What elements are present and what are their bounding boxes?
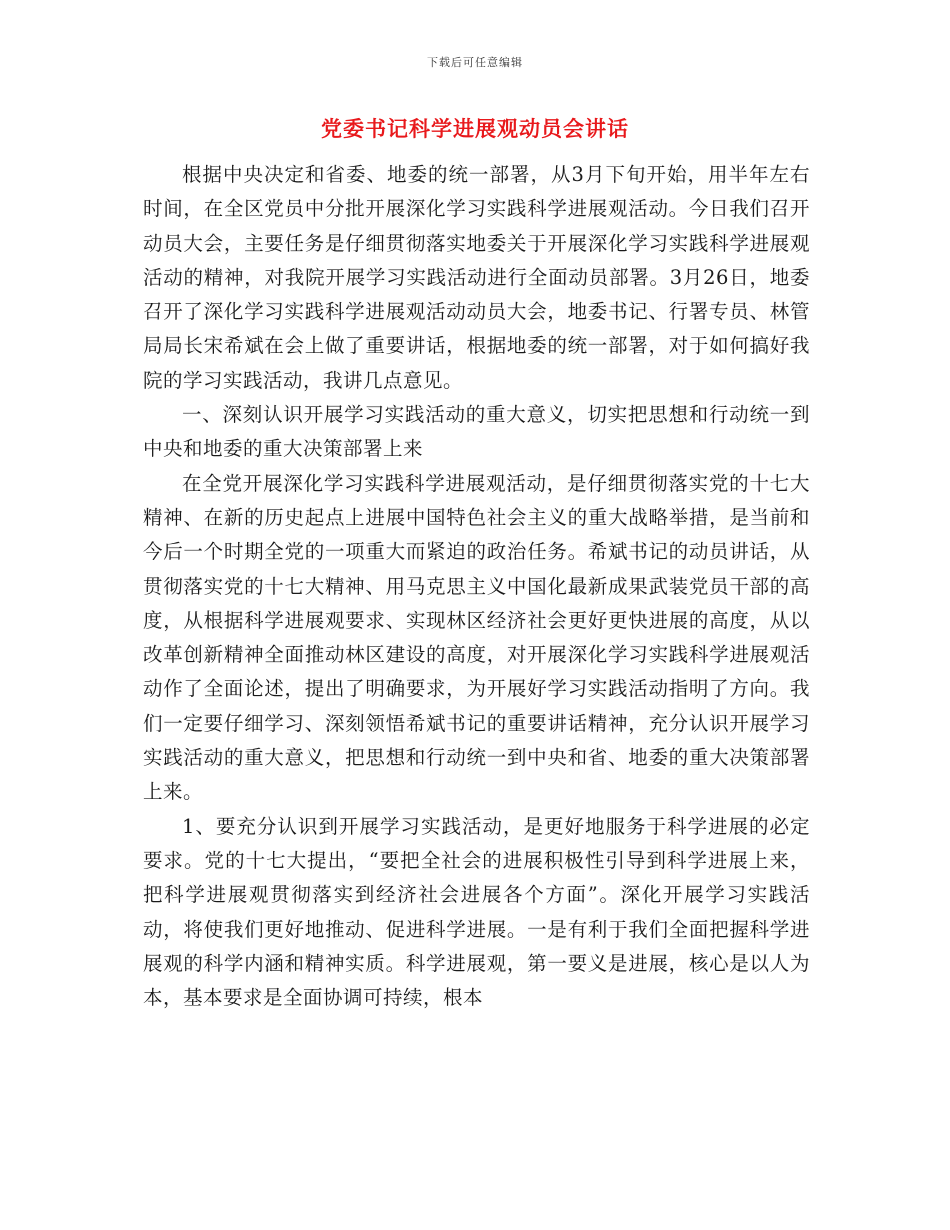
paragraph-significance: 在全党开展深化学习实践科学进展观活动，是仔细贯彻落实党的十七大精神、在新的历史起点上进展中国特色社会主义的重大战略举措，是当前和今后一个时期全党的一项重大而紧迫的政治任务。希斌书记的动员讲话，从贯彻落实党的十七大精神、用马克思主义中国化最新成果武装党员干部的高度，从根据科学进展观要求、实现林区经济社会更好更快进展的高度，从以改革创新精神全面推动林区建设的高度，对开展深化学习实践科学进展观活动作了全面论述，提出了明确要求，为开展好学习实践活动指明了方向。我们一定要仔细学习、深刻领悟希斌书记的重要讲话精神，充分认识开展学习实践活动的重大意义，把思想和行动统一到中央和省、地委的重大决策部署上来。 <box>143 471 810 804</box>
paragraph-intro: 根据中央决定和省委、地委的统一部署，从3月下旬开始，用半年左右时间，在全区党员中分批开展深化学习实践科学进展观活动。今日我们召开动员大会，主要任务是仔细贯彻落实地委关于开展深化学习实践科学进展观活动的精神，对我院开展学习实践活动进行全面动员部署。3月26日，地委召开了深化学习实践科学进展观活动动员大会，地委书记、行署专员、林管局局长宋希斌在会上做了重要讲话，根据地委的统一部署，对于如何搞好我院的学习实践活动，我讲几点意见。 <box>143 163 810 392</box>
document-body <box>143 158 810 1015</box>
paragraph-section-heading: 一、深刻认识开展学习实践活动的重大意义，切实把思想和行动统一到中央和地委的重大决策部署上来 <box>143 403 810 461</box>
header-note: 下载后可任意编辑 <box>427 56 523 69</box>
document-title: 党委书记科学进展观动员会讲话 <box>321 116 629 141</box>
paragraph-point-1: 1、要充分认识到开展学习实践活动，是更好地服务于科学进展的必定要求。党的十七大提出，“要把全社会的进展积极性引导到科学进展上来，把科学进展观贯彻落实到经济社会进展各个方面”。深化开展学习实践活动，将使我们更好地推动、促进科学进展。一是有利于我们全面把握科学进展观的科学内涵和精神实质。科学进展观，第一要义是进展，核心是以人为本，基本要求是全面协调可持续，根本 <box>143 814 810 1010</box>
